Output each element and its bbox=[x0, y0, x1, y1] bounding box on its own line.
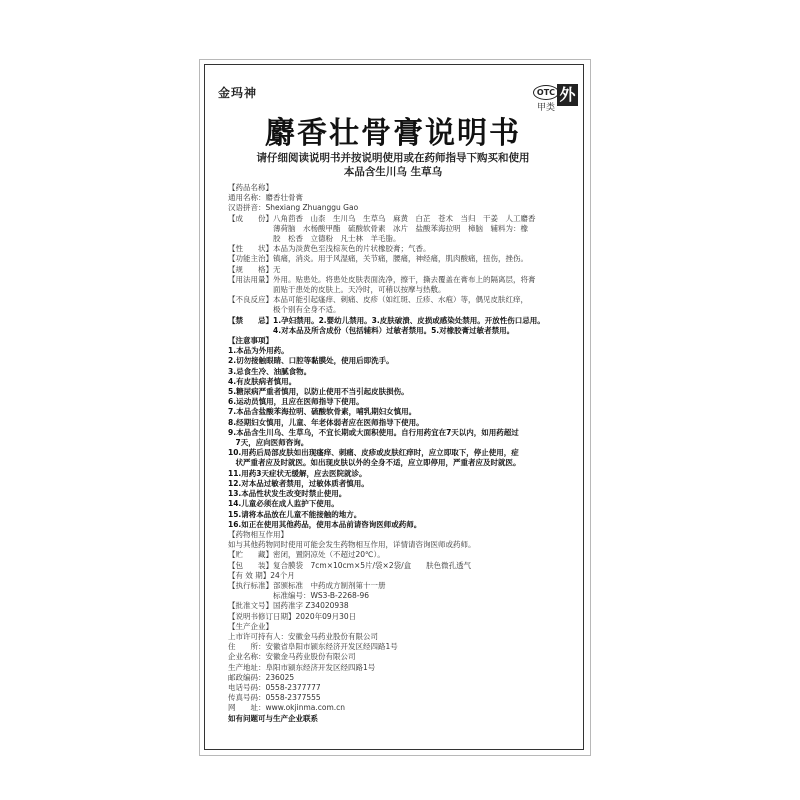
leaflet-line: 16.如正在使用其他药品，使用本品前请咨询医师或药师。 bbox=[228, 519, 422, 529]
leaflet-line: 【生产企业】 bbox=[228, 621, 273, 631]
leaflet-body bbox=[228, 183, 578, 724]
leaflet-line: 上市许可持有人：安徽金马药业股份有限公司 bbox=[228, 631, 378, 641]
leaflet-line: 7.本品含盐酸苯海拉明、硫酸软骨素，哺乳期妇女慎用。 bbox=[228, 407, 417, 417]
leaflet-line: 标准编号：WS3-B-2268-96 bbox=[228, 591, 370, 601]
leaflet-line: 12.对本品过敏者禁用，过敏体质者慎用。 bbox=[228, 478, 369, 488]
leaflet-line: 【药物相互作用】 bbox=[228, 529, 288, 539]
leaflet-line: 【性 状】本品为淡黄色至浅棕灰色的片状橡胶膏；气香。 bbox=[228, 244, 431, 254]
leaflet-line: 【成 份】八角茴香 山柰 生川乌 生草乌 麻黄 白芷 苍术 当归 干姜 人工麝香 bbox=[228, 213, 536, 223]
external-use-badge: 外 bbox=[557, 84, 578, 106]
leaflet-line: 14.儿童必须在成人监护下使用。 bbox=[228, 499, 339, 509]
leaflet-line: 【说明书修订日期】2020年09月30日 bbox=[228, 611, 357, 621]
leaflet-line: 6.运动员慎用，且应在医师指导下使用。 bbox=[228, 397, 364, 407]
leaflet-line: 如有问题可与生产企业联系 bbox=[228, 713, 318, 723]
leaflet-line: 【用法用量】外用。贴患处。将患处皮肤表面洗净，擦干，撕去覆盖在膏布上的隔离层，将膏 bbox=[228, 274, 536, 284]
leaflet-line: 8.经期妇女慎用，儿童、年老体弱者应在医师指导下使用。 bbox=[228, 417, 424, 427]
leaflet-line: 生产地址：阜阳市颍东经济开发区经四路1号 bbox=[228, 662, 376, 672]
leaflet-line: 7天，应向医师咨询。 bbox=[228, 438, 309, 448]
leaflet-line: 13.本品性状发生改变时禁止使用。 bbox=[228, 489, 347, 499]
leaflet-line: 如与其他药物同时使用可能会发生药物相互作用，详情请咨询医师或药师。 bbox=[228, 540, 476, 550]
leaflet-line: 9.本品含生川乌、生草乌，不宜长期或大面积使用。自行用药宜在7天以内，如用药超过 bbox=[228, 427, 519, 437]
leaflet-line: 电话号码：0558-2377777 bbox=[228, 682, 321, 692]
leaflet-line: 薄荷脑 水杨酸甲酯 硫酸软骨素 冰片 盐酸苯海拉明 樟脑 辅料为：橡 bbox=[228, 223, 528, 233]
document-title: 麝香壮骨膏说明书 bbox=[265, 116, 521, 151]
leaflet-line: 【批准文号】国药准字 Z34020938 bbox=[228, 601, 349, 611]
leaflet-line: 【功能主治】镇痛，消炎。用于风湿痛，关节痛，腰痛，神经痛，肌肉酸痛，扭伤，挫伤。 bbox=[228, 254, 528, 264]
leaflet-line: 3.忌食生冷、油腻食物。 bbox=[228, 366, 312, 376]
otc-badge: OTC bbox=[533, 85, 559, 100]
leaflet-line: 【规 格】无 bbox=[228, 264, 281, 274]
leaflet-line: 极个别有全身不适。 bbox=[228, 305, 341, 315]
leaflet-line: 【包 装】复合膜袋 7cm×10cm×5片/袋×2袋/盒 肤色微孔透气 bbox=[228, 560, 472, 570]
leaflet-line: 5.糖尿病严重者慎用，以防止使用不当引起皮肤损伤。 bbox=[228, 387, 409, 397]
brand-logo: 金玛神 bbox=[218, 86, 258, 100]
class-badge: 甲类 bbox=[537, 103, 556, 113]
leaflet-line: 4.有皮肤病者慎用。 bbox=[228, 376, 297, 386]
leaflet-line: 4.对本品及所含成份（包括辅料）过敏者禁用。5.对橡胶膏过敏者禁用。 bbox=[228, 325, 515, 335]
leaflet-line: 11.用药3天症状无缓解，应去医院就诊。 bbox=[228, 468, 367, 478]
leaflet-line: 状严重者应及时就医。如出现皮肤以外的全身不适，应立即停用，严重者应及时就医。 bbox=[228, 458, 521, 468]
leaflet-line: 【药品名称】 bbox=[228, 183, 273, 192]
leaflet-line: 1.本品为外用药。 bbox=[228, 346, 289, 356]
leaflet-line: 【禁 忌】1.孕妇禁用。2.婴幼儿禁用。3.皮肤破溃、皮损或感染处禁用。开放性伤口忌用。 bbox=[228, 315, 545, 325]
leaflet-line: 传真号码：0558-2377555 bbox=[228, 693, 321, 703]
leaflet-line: 面贴于患处的皮肤上。天冷时，可稍以按摩与热敷。 bbox=[228, 285, 446, 295]
leaflet-line: 住 所：安徽省阜阳市颍东经济开发区经四路1号 bbox=[228, 642, 398, 652]
leaflet-line: 【不良反应】本品可能引起瘙痒、刺痛、皮疹（如红斑、丘疹、水疱）等，偶见皮肤红痒， bbox=[228, 295, 528, 305]
leaflet-line: 10.用药后局部皮肤如出现瘙痒、刺痛、皮疹或皮肤红痒时，应立即取下，停止使用，症 bbox=[228, 448, 519, 458]
leaflet-line: 15.请将本品放在儿童不能接触的地方。 bbox=[228, 509, 362, 519]
leaflet-line: 2.切勿接触眼睛、口腔等黏膜处，使用后即洗手。 bbox=[228, 356, 394, 366]
leaflet-line: 【执行标准】部颁标准 中药成方制剂第十一册 bbox=[228, 580, 386, 590]
leaflet-line: 企业名称：安徽金马药业股份有限公司 bbox=[228, 652, 356, 662]
leaflet-line: 汉语拼音：Shexiang Zhuanggu Gao bbox=[228, 203, 359, 213]
leaflet-line: 邮政编码：236025 bbox=[228, 672, 295, 682]
leaflet-line: 网 址：www.okjinma.com.cn bbox=[228, 703, 346, 713]
leaflet-line: 【注意事项】 bbox=[228, 336, 273, 346]
leaflet-line: 【贮 藏】密闭，置阴凉处（不超过20℃）。 bbox=[228, 550, 385, 560]
leaflet-line: 通用名称：麝香壮骨膏 bbox=[228, 193, 303, 203]
usage-notice: 请仔细阅读说明书并按说明使用或在药师指导下购买和使用 bbox=[256, 152, 530, 164]
leaflet-line: 【有 效 期】24个月 bbox=[228, 570, 295, 580]
ingredient-warning: 本品含生川乌 生草乌 bbox=[343, 166, 443, 178]
leaflet-line: 胶 松香 立德粉 凡士林 羊毛脂。 bbox=[228, 234, 401, 244]
